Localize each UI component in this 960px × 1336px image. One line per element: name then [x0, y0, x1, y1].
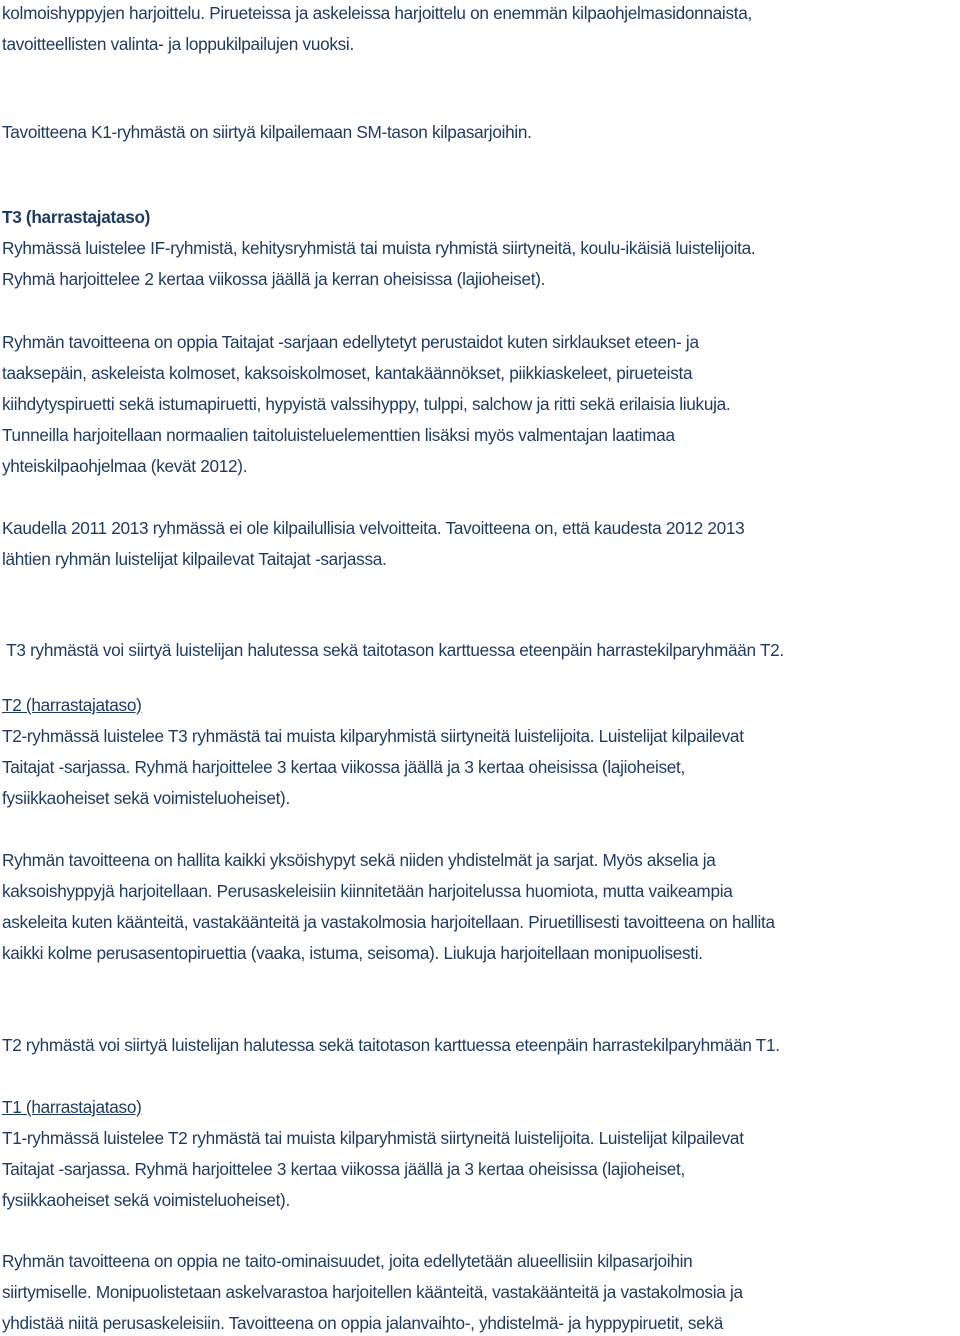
t2-heading: T2 (harrastajataso)	[2, 695, 142, 715]
text-line: kiihdytyspiruetti sekä istumapiruetti, hypyistä valssihyppy, tulppi, salchow ja ritti sekä erilaisia liukuja.	[2, 393, 731, 414]
t3-goals-paragraph	[2, 327, 960, 482]
text-line: Kaudella 2011 2013 ryhmässä ei ole kilpailullisia velvoitteita. Tavoitteena on, että kaudesta 2012 2013	[2, 518, 745, 538]
text-line: yhteiskilpaohjelmaa (kevät 2012).	[2, 455, 248, 476]
t3-season-paragraph	[2, 513, 960, 575]
t1-section	[2, 1092, 960, 1216]
text-line: siirtymiselle. Monipuolistetaan askelvarastoa harjoitellen käänteitä, vastakäänteitä ja vastakolmosia ja	[2, 1281, 743, 1302]
text-line: taaksepäin, askeleista kolmoset, kaksoiskolmoset, kantakäännökset, piikkiaskeleet, pirueteista	[2, 362, 693, 383]
text-line: kolmoishyppyjen harjoittelu. Pirueteissa ja askeleissa harjoittelu on enemmän kilpaohjelmasidonnaista,	[2, 3, 752, 23]
text-line: Tunneilla harjoitellaan normaalien taitoluisteluelementtien lisäksi myös valmentajan laatimaa	[2, 424, 675, 445]
text-line: T2-ryhmässä luistelee T3 ryhmästä tai muista kilparyhmistä siirtyneitä luistelijoita. Luistelijat kilpailevat	[2, 725, 744, 746]
t1-goals-paragraph	[2, 1246, 960, 1336]
text-line: Ryhmän tavoitteena on oppia Taitajat -sarjaan edellytetyt perustaidot kuten sirklaukset eteen- ja	[2, 332, 699, 352]
text-line: kaikki kolme perusasentopiruettia (vaaka, istuma, seisoma). Liukuja harjoitellaan monipuolisesti.	[2, 942, 703, 963]
text-line: yhdistää niitä perusaskeleisiin. Tavoitteena on oppia jalanvaihto-, yhdistelmä- ja hyppypiruetit, sekä	[2, 1312, 723, 1333]
text-line: T1-ryhmässä luistelee T2 ryhmästä tai muista kilparyhmistä siirtyneitä luistelijoita. Luistelijat kilpailevat	[2, 1127, 744, 1148]
text-line: kaksoishyppyjä harjoitellaan. Perusaskeleisiin kiinnitetään harjoitelussa huomiota, mutta vaikeampia	[2, 880, 733, 901]
t2-section	[2, 690, 960, 814]
t3-heading: T3 (harrastajataso)	[2, 207, 151, 227]
text-line: Taitajat -sarjassa. Ryhmä harjoittelee 3 kertaa viikossa jäällä ja 3 kertaa oheisissa (lajioheiset,	[2, 1158, 685, 1179]
text-line: fysiikkaoheiset sekä voimisteluoheiset).	[2, 787, 290, 808]
text-line: tavoitteellisten valinta- ja loppukilpailujen vuoksi.	[2, 33, 354, 54]
t2-transfer-paragraph	[2, 1030, 960, 1061]
text-line: T3 ryhmästä voi siirtyä luistelijan halutessa sekä taitotason karttuessa eteenpäin harrastekilparyhmään T2.	[2, 640, 784, 660]
t2-goals-paragraph	[2, 845, 960, 969]
text-line: Ryhmän tavoitteena on hallita kaikki yksöishypyt sekä niiden yhdistelmät ja sarjat. Myös akselia ja	[2, 850, 716, 870]
t3-section	[2, 202, 960, 295]
k1-goal-paragraph	[2, 117, 960, 148]
t3-transfer-paragraph	[2, 635, 960, 666]
text-line: lähtien ryhmän luistelijat kilpailevat Taitajat -sarjassa.	[2, 548, 387, 569]
text-line: Ryhmässä luistelee IF-ryhmistä, kehitysryhmistä tai muista ryhmistä siirtyneitä, koulu-ikäisiä luistelijoita.	[2, 237, 756, 258]
text-line: Ryhmän tavoitteena on oppia ne taito-ominaisuudet, joita edellytetään alueellisiin kilpasarjoihin	[2, 1251, 693, 1271]
text-line: Ryhmä harjoittelee 2 kertaa viikossa jäällä ja kerran oheisissa (lajioheiset).	[2, 268, 546, 289]
intro-paragraph	[2, 0, 960, 60]
text-line: Taitajat -sarjassa. Ryhmä harjoittelee 3 kertaa viikossa jäällä ja 3 kertaa oheisissa (lajioheiset,	[2, 756, 685, 777]
text-line: Tavoitteena K1-ryhmästä on siirtyä kilpailemaan SM-tason kilpasarjoihin.	[2, 122, 532, 142]
text-line: askeleita kuten käänteitä, vastakäänteitä ja vastakolmosia harjoitellaan. Piruetillisesti tavoitteena on hallita	[2, 911, 775, 932]
text-line: T2 ryhmästä voi siirtyä luistelijan halutessa sekä taitotason karttuessa eteenpäin harrastekilparyhmään T1.	[2, 1035, 780, 1055]
t1-heading: T1 (harrastajataso)	[2, 1097, 142, 1117]
text-line: fysiikkaoheiset sekä voimisteluoheiset).	[2, 1189, 290, 1210]
